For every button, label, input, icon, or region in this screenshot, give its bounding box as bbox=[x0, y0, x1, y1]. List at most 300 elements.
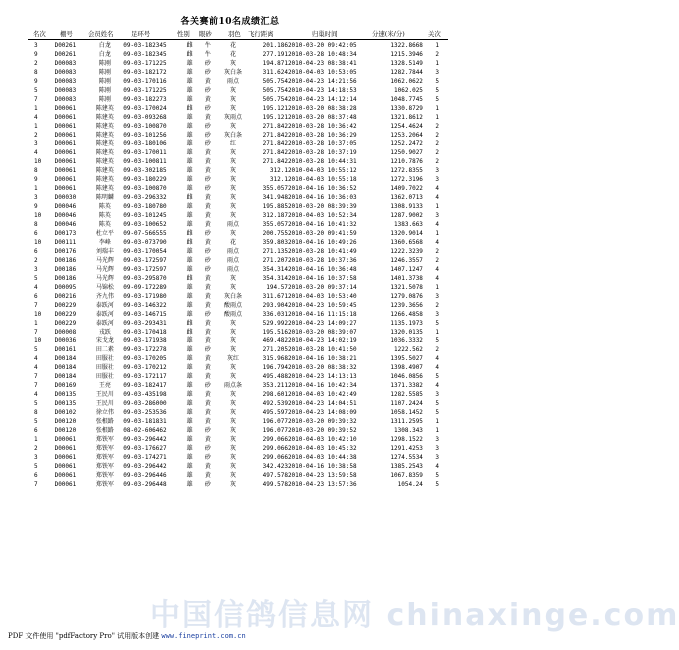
cell-eye: 砂 bbox=[204, 453, 211, 461]
cell-sex: 雄 bbox=[186, 212, 193, 220]
cell-time: 2010-03-28 10:36:42 bbox=[287, 122, 357, 130]
cell-foot-ring: 09-03-172117 bbox=[123, 373, 167, 381]
cell-speed: 1266.4858 bbox=[390, 310, 423, 318]
cell-eye: 黄 bbox=[204, 462, 211, 470]
cell-speed: 1395.5027 bbox=[390, 355, 423, 363]
table-row bbox=[34, 194, 439, 203]
cell-member: 泰跃河 bbox=[95, 310, 114, 318]
cell-race: 4 bbox=[435, 194, 439, 202]
cell-speed: 1330.8729 bbox=[390, 104, 423, 112]
header-ring-no: 棚号 bbox=[60, 30, 73, 38]
cell-member: 马光辉 bbox=[95, 265, 114, 273]
cell-eye: 砂 bbox=[204, 86, 211, 94]
cell-distance: 271.842 bbox=[262, 149, 288, 157]
cell-distance: 277.191 bbox=[262, 50, 288, 58]
cell-time: 2010-04-23 08:38:41 bbox=[287, 59, 357, 67]
cell-sex: 雄 bbox=[186, 480, 193, 488]
cell-member: 陈建英 bbox=[95, 131, 114, 139]
table-row bbox=[34, 105, 439, 114]
cell-sex: 雄 bbox=[186, 426, 193, 434]
table-row bbox=[34, 230, 439, 239]
cell-race: 4 bbox=[435, 364, 439, 372]
cell-color: 灰 bbox=[230, 328, 237, 336]
cell-race: 2 bbox=[435, 122, 439, 130]
cell-speed: 1279.0876 bbox=[390, 292, 423, 300]
cell-rank: 7 bbox=[34, 373, 38, 381]
cell-foot-ring: 09-03-171980 bbox=[123, 292, 167, 300]
cell-foot-ring: 09-03-170212 bbox=[123, 364, 167, 372]
table-row bbox=[34, 364, 439, 373]
cell-time: 2010-04-16 10:38:21 bbox=[287, 355, 357, 363]
cell-distance: 355.057 bbox=[262, 185, 288, 193]
cell-race: 2 bbox=[435, 256, 439, 264]
cell-time: 2010-03-20 09:41:59 bbox=[287, 230, 357, 238]
cell-sex: 雄 bbox=[186, 59, 193, 67]
cell-distance: 341.948 bbox=[262, 194, 288, 202]
cell-speed: 1222.3239 bbox=[390, 247, 423, 255]
cell-color: 灰 bbox=[230, 122, 237, 130]
cell-race: 1 bbox=[435, 230, 439, 238]
cell-eye: 黄 bbox=[204, 212, 211, 220]
cell-member: 白龙 bbox=[98, 50, 111, 58]
cell-member: 杜立平 bbox=[95, 230, 114, 238]
cell-speed: 1210.7876 bbox=[390, 158, 423, 166]
cell-time: 2010-04-16 10:37:58 bbox=[287, 274, 357, 282]
cell-rank: 10 bbox=[34, 158, 42, 166]
cell-ring-no: D00061 bbox=[54, 158, 77, 166]
table-row bbox=[34, 69, 439, 78]
cell-eye: 黄 bbox=[204, 391, 211, 399]
cell-time: 2010-04-03 10:45:32 bbox=[287, 444, 357, 452]
cell-color: 灰 bbox=[230, 212, 237, 220]
table-row bbox=[34, 167, 439, 176]
cell-race: 1 bbox=[435, 418, 439, 426]
cell-race: 3 bbox=[435, 292, 439, 300]
cell-member: 陈英 bbox=[98, 203, 111, 211]
cell-eye: 砂 bbox=[204, 444, 211, 452]
cell-time: 2010-04-03 10:53:05 bbox=[287, 68, 357, 76]
cell-race: 1 bbox=[435, 104, 439, 112]
cell-race: 5 bbox=[435, 373, 439, 381]
cell-ring-no: D00261 bbox=[54, 50, 77, 58]
cell-speed: 1254.4624 bbox=[390, 122, 423, 130]
cell-speed: 1135.1973 bbox=[390, 319, 423, 327]
cell-distance: 271.842 bbox=[262, 140, 288, 148]
cell-time: 2010-04-23 14:09:27 bbox=[287, 319, 357, 327]
results-table bbox=[34, 42, 439, 490]
cell-member: 郑铁军 bbox=[95, 480, 114, 488]
cell-time: 2010-04-03 10:55:12 bbox=[287, 167, 357, 175]
cell-sex: 雌 bbox=[186, 274, 193, 282]
cell-eye: 黄 bbox=[204, 435, 211, 443]
cell-ring-no: D00083 bbox=[54, 95, 77, 103]
cell-foot-ring: 09-03-100811 bbox=[123, 158, 167, 166]
cell-race: 1 bbox=[435, 42, 439, 49]
cell-ring-no: D00061 bbox=[54, 104, 77, 112]
cell-member: 齐九伟 bbox=[95, 292, 114, 300]
cell-race: 2 bbox=[435, 301, 439, 309]
cell-time: 2010-04-16 10:49:26 bbox=[287, 238, 357, 246]
cell-rank: 8 bbox=[34, 409, 38, 417]
header-foot-ring: 足环号 bbox=[131, 30, 151, 38]
cell-speed: 1321.5078 bbox=[390, 283, 423, 291]
cell-member: 田服社 bbox=[95, 355, 114, 363]
cell-ring-no: D00061 bbox=[54, 462, 77, 470]
cell-color: 酸雨点 bbox=[224, 301, 243, 309]
cell-sex: 雌 bbox=[186, 230, 193, 238]
footer-text: PDF 文件使用 "pdfFactory Pro" 试用版本创建 bbox=[8, 632, 160, 640]
cell-member: 郑铁军 bbox=[95, 471, 114, 479]
cell-member: 泰跃河 bbox=[95, 301, 114, 309]
cell-ring-no: D00173 bbox=[54, 230, 77, 238]
cell-distance: 312.1 bbox=[269, 176, 288, 184]
cell-distance: 293.904 bbox=[262, 301, 288, 309]
cell-time: 2010-03-20 09:39:32 bbox=[287, 418, 357, 426]
cell-sex: 雄 bbox=[186, 122, 193, 130]
cell-rank: 1 bbox=[34, 435, 38, 443]
cell-foot-ring: 09-03-170024 bbox=[123, 104, 167, 112]
cell-color: 灰 bbox=[230, 409, 237, 417]
cell-race: 4 bbox=[435, 462, 439, 470]
cell-foot-ring: 09-03-253536 bbox=[123, 409, 167, 417]
cell-color: 灰 bbox=[230, 176, 237, 184]
cell-ring-no: D00261 bbox=[54, 42, 77, 49]
cell-speed: 1062.025 bbox=[394, 86, 423, 94]
table-row bbox=[34, 149, 439, 158]
cell-ring-no: D00061 bbox=[54, 480, 77, 488]
cell-speed: 1322.8668 bbox=[390, 42, 423, 49]
cell-speed: 1298.1522 bbox=[390, 435, 423, 443]
table-row bbox=[34, 472, 439, 481]
cell-color: 灰 bbox=[230, 86, 237, 94]
table-row bbox=[34, 96, 439, 105]
cell-rank: 10 bbox=[34, 212, 42, 220]
cell-time: 2010-04-23 13:57:36 bbox=[287, 480, 357, 488]
cell-color: 灰 bbox=[230, 435, 237, 443]
cell-eye: 黄 bbox=[204, 95, 211, 103]
cell-color: 灰 bbox=[230, 167, 237, 175]
table-row bbox=[34, 140, 439, 149]
cell-color: 灰 bbox=[230, 158, 237, 166]
cell-time: 2010-04-16 10:41:32 bbox=[287, 221, 357, 229]
cell-eye: 黄 bbox=[204, 319, 211, 327]
cell-ring-no: D00083 bbox=[54, 86, 77, 94]
cell-speed: 1320.9014 bbox=[390, 230, 423, 238]
cell-member: 郑铁军 bbox=[95, 444, 114, 452]
cell-rank: 1 bbox=[34, 319, 38, 327]
cell-rank: 1 bbox=[34, 104, 38, 112]
cell-distance: 495.597 bbox=[262, 409, 288, 417]
table-row bbox=[34, 427, 439, 436]
cell-sex: 雄 bbox=[186, 364, 193, 372]
cell-color: 花 bbox=[230, 42, 237, 49]
cell-distance: 312.187 bbox=[262, 212, 288, 220]
cell-distance: 196.794 bbox=[262, 364, 288, 372]
cell-eye: 黄 bbox=[204, 471, 211, 479]
cell-eye: 砂 bbox=[204, 140, 211, 148]
cell-ring-no: D00061 bbox=[54, 113, 77, 121]
cell-sex: 雄 bbox=[186, 86, 193, 94]
cell-ring-no: D00186 bbox=[54, 274, 77, 282]
cell-sex: 雄 bbox=[186, 265, 193, 273]
cell-rank: 5 bbox=[34, 462, 38, 470]
cell-ring-no: D00008 bbox=[54, 328, 77, 336]
cell-race: 5 bbox=[435, 86, 439, 94]
cell-foot-ring: 09-03-296442 bbox=[123, 435, 167, 443]
cell-foot-ring: 09-03-073790 bbox=[123, 238, 167, 246]
cell-distance: 336.031 bbox=[262, 310, 288, 318]
cell-sex: 雄 bbox=[186, 400, 193, 408]
cell-distance: 497.578 bbox=[262, 471, 288, 479]
document-title: 各关赛前10名成绩汇总 bbox=[180, 17, 280, 27]
cell-time: 2010-03-20 08:38:28 bbox=[287, 104, 357, 112]
cell-sex: 雄 bbox=[186, 462, 193, 470]
cell-ring-no: D00036 bbox=[54, 337, 77, 345]
table-row bbox=[34, 373, 439, 382]
cell-rank: 9 bbox=[34, 77, 38, 85]
cell-foot-ring: 09-03-295870 bbox=[123, 274, 167, 282]
cell-eye: 砂 bbox=[204, 426, 211, 434]
cell-foot-ring: 09-03-296442 bbox=[123, 462, 167, 470]
cell-eye: 砂 bbox=[204, 104, 211, 112]
cell-rank: 3 bbox=[34, 42, 38, 49]
cell-foot-ring: 09-03-170116 bbox=[123, 77, 167, 85]
cell-foot-ring: 09-03-100870 bbox=[123, 185, 167, 193]
cell-ring-no: D00095 bbox=[54, 283, 77, 291]
cell-foot-ring: 09-03-293431 bbox=[123, 319, 167, 327]
cell-color: 灰 bbox=[230, 444, 237, 452]
cell-distance: 353.211 bbox=[262, 382, 288, 390]
table-row bbox=[34, 275, 439, 284]
cell-eye: 砂 bbox=[204, 122, 211, 130]
cell-ring-no: D00061 bbox=[54, 444, 77, 452]
cell-sex: 雄 bbox=[186, 418, 193, 426]
cell-sex: 雄 bbox=[186, 221, 193, 229]
cell-race: 3 bbox=[435, 167, 439, 175]
cell-speed: 1067.8359 bbox=[390, 471, 423, 479]
cell-member: 泰跃河 bbox=[95, 319, 114, 327]
table-row bbox=[34, 212, 439, 221]
cell-member: 田二素 bbox=[95, 346, 114, 354]
cell-time: 2010-04-03 10:44:38 bbox=[287, 453, 357, 461]
cell-sex: 雄 bbox=[186, 140, 193, 148]
cell-time: 2010-03-28 10:41:49 bbox=[287, 247, 357, 255]
cell-sex: 雄 bbox=[186, 310, 193, 318]
cell-color: 灰 bbox=[230, 203, 237, 211]
table-row bbox=[34, 266, 439, 275]
cell-eye: 砂 bbox=[204, 310, 211, 318]
cell-foot-ring: 09-03-182273 bbox=[123, 95, 167, 103]
cell-race: 5 bbox=[435, 409, 439, 417]
cell-time: 2010-03-28 10:44:31 bbox=[287, 158, 357, 166]
cell-time: 2010-03-28 10:41:50 bbox=[287, 346, 357, 354]
cell-rank: 7 bbox=[34, 95, 38, 103]
cell-speed: 1272.8355 bbox=[390, 167, 423, 175]
cell-distance: 298.601 bbox=[262, 391, 288, 399]
table-row bbox=[34, 239, 439, 248]
table-row bbox=[34, 418, 439, 427]
cell-color: 灰 bbox=[230, 95, 237, 103]
cell-race: 4 bbox=[435, 355, 439, 363]
cell-time: 2010-04-23 14:18:53 bbox=[287, 86, 357, 94]
cell-time: 2010-04-03 10:42:10 bbox=[287, 435, 357, 443]
table-row bbox=[34, 454, 439, 463]
cell-member: 王民川 bbox=[95, 400, 114, 408]
cell-speed: 1282.7844 bbox=[390, 68, 423, 76]
cell-time: 2010-04-03 10:42:49 bbox=[287, 391, 357, 399]
cell-sex: 雄 bbox=[186, 131, 193, 139]
cell-foot-ring: 09-03-180106 bbox=[123, 140, 167, 148]
cell-rank: 1 bbox=[34, 185, 38, 193]
cell-ring-no: D00176 bbox=[54, 247, 77, 255]
cell-race: 3 bbox=[435, 453, 439, 461]
cell-foot-ring: 09-03-101256 bbox=[123, 131, 167, 139]
cell-member: 陈建英 bbox=[95, 158, 114, 166]
table-row bbox=[34, 203, 439, 212]
cell-foot-ring: 09-07-566555 bbox=[123, 230, 167, 238]
cell-foot-ring: 09-03-170418 bbox=[123, 328, 167, 336]
cell-sex: 雄 bbox=[186, 355, 193, 363]
table-row bbox=[34, 302, 439, 311]
cell-eye: 砂 bbox=[204, 382, 211, 390]
cell-eye: 黄 bbox=[204, 355, 211, 363]
cell-time: 2010-03-20 09:37:14 bbox=[287, 283, 357, 291]
cell-member: 王民川 bbox=[95, 391, 114, 399]
cell-speed: 1308.343 bbox=[394, 426, 423, 434]
table-row bbox=[34, 114, 439, 123]
cell-time: 2010-04-16 11:15:18 bbox=[287, 310, 357, 318]
cell-sex: 雄 bbox=[186, 471, 193, 479]
cell-eye: 黄 bbox=[204, 167, 211, 175]
cell-race: 3 bbox=[435, 435, 439, 443]
cell-eye: 黄 bbox=[204, 337, 211, 345]
table-row bbox=[34, 221, 439, 230]
cell-time: 2010-04-16 10:36:52 bbox=[287, 185, 357, 193]
header-member: 会员姓名 bbox=[88, 30, 114, 38]
cell-rank: 7 bbox=[34, 328, 38, 336]
cell-time: 2010-04-23 14:02:19 bbox=[287, 337, 357, 345]
cell-foot-ring: 09-03-181831 bbox=[123, 418, 167, 426]
cell-rank: 4 bbox=[34, 113, 38, 121]
cell-ring-no: D00184 bbox=[54, 373, 77, 381]
cell-color: 灰 bbox=[230, 194, 237, 202]
cell-color: 灰 bbox=[230, 149, 237, 157]
cell-race: 5 bbox=[435, 480, 439, 488]
cell-sex: 雌 bbox=[186, 194, 193, 202]
cell-rank: 10 bbox=[34, 310, 42, 318]
cell-rank: 10 bbox=[34, 337, 42, 345]
cell-eye: 砂 bbox=[204, 480, 211, 488]
cell-time: 2010-03-28 10:37:36 bbox=[287, 256, 357, 264]
cell-color: 灰 bbox=[230, 104, 237, 112]
cell-distance: 342.423 bbox=[262, 462, 288, 470]
cell-speed: 1401.3738 bbox=[390, 274, 423, 282]
cell-sex: 雄 bbox=[186, 391, 193, 399]
cell-speed: 1362.0713 bbox=[390, 194, 423, 202]
cell-color: 红 bbox=[230, 140, 237, 148]
cell-eye: 牛 bbox=[204, 50, 211, 58]
cell-race: 4 bbox=[435, 221, 439, 229]
cell-sex: 雄 bbox=[186, 292, 193, 300]
cell-foot-ring: 09-03-182417 bbox=[123, 382, 167, 390]
cell-distance: 359.803 bbox=[262, 238, 288, 246]
cell-sex: 雄 bbox=[186, 113, 193, 121]
cell-ring-no: D00135 bbox=[54, 391, 77, 399]
table-row bbox=[34, 311, 439, 320]
cell-distance: 200.755 bbox=[262, 230, 288, 238]
cell-rank: 6 bbox=[34, 471, 38, 479]
cell-foot-ring: 09-03-146322 bbox=[123, 301, 167, 309]
cell-rank: 6 bbox=[34, 426, 38, 434]
cell-distance: 196.077 bbox=[262, 418, 288, 426]
cell-ring-no: D00161 bbox=[54, 346, 77, 354]
cell-ring-no: D00061 bbox=[54, 471, 77, 479]
cell-rank: 7 bbox=[34, 382, 38, 390]
table-row bbox=[34, 436, 439, 445]
cell-race: 4 bbox=[435, 238, 439, 246]
table-row bbox=[34, 78, 439, 87]
cell-speed: 1215.3946 bbox=[390, 50, 423, 58]
cell-eye: 黄 bbox=[204, 77, 211, 85]
cell-foot-ring: 09-03-182172 bbox=[123, 68, 167, 76]
cell-member: 马光辉 bbox=[95, 274, 114, 282]
cell-member: 刘瑞丰 bbox=[95, 247, 114, 255]
cell-color: 灰白条 bbox=[224, 131, 243, 139]
cell-speed: 1320.0135 bbox=[390, 328, 423, 336]
cell-race: 2 bbox=[435, 50, 439, 58]
cell-ring-no: D00229 bbox=[54, 310, 77, 318]
cell-time: 2010-04-23 14:08:09 bbox=[287, 409, 357, 417]
cell-distance: 271.207 bbox=[262, 256, 288, 264]
cell-member: 陈刚 bbox=[98, 68, 111, 76]
cell-rank: 3 bbox=[34, 453, 38, 461]
cell-eye: 黄 bbox=[204, 113, 211, 121]
cell-foot-ring: 09-03-435198 bbox=[123, 391, 167, 399]
cell-rank: 7 bbox=[34, 480, 38, 488]
table-row bbox=[34, 409, 439, 418]
cell-eye: 砂 bbox=[204, 68, 211, 76]
cell-eye: 砂 bbox=[204, 185, 211, 193]
cell-time: 2010-03-20 09:39:52 bbox=[287, 426, 357, 434]
cell-eye: 黄 bbox=[204, 364, 211, 372]
table-row bbox=[34, 320, 439, 329]
cell-ring-no: D00186 bbox=[54, 256, 77, 264]
cell-race: 3 bbox=[435, 212, 439, 220]
cell-sex: 雄 bbox=[186, 346, 193, 354]
cell-race: 2 bbox=[435, 131, 439, 139]
cell-race: 3 bbox=[435, 391, 439, 399]
cell-speed: 1321.8612 bbox=[390, 113, 423, 121]
header-time: 归巢时间 bbox=[312, 30, 338, 38]
cell-distance: 299.066 bbox=[262, 444, 288, 452]
cell-rank: 5 bbox=[34, 274, 38, 282]
cell-member: 陈刚 bbox=[98, 77, 111, 85]
cell-speed: 1371.3382 bbox=[390, 382, 423, 390]
cell-speed: 1222.562 bbox=[394, 346, 423, 354]
cell-race: 5 bbox=[435, 400, 439, 408]
cell-color: 灰 bbox=[230, 283, 237, 291]
cell-distance: 492.539 bbox=[262, 400, 288, 408]
footer-link[interactable]: www.fineprint.com.cn bbox=[161, 632, 246, 640]
cell-member: 陈建英 bbox=[95, 122, 114, 130]
cell-eye: 砂 bbox=[204, 59, 211, 67]
table-row bbox=[34, 445, 439, 454]
table-row bbox=[34, 132, 439, 141]
cell-distance: 505.754 bbox=[262, 86, 288, 94]
cell-time: 2010-04-23 14:21:56 bbox=[287, 77, 357, 85]
cell-color: 灰 bbox=[230, 426, 237, 434]
cell-member: 陈建英 bbox=[95, 113, 114, 121]
